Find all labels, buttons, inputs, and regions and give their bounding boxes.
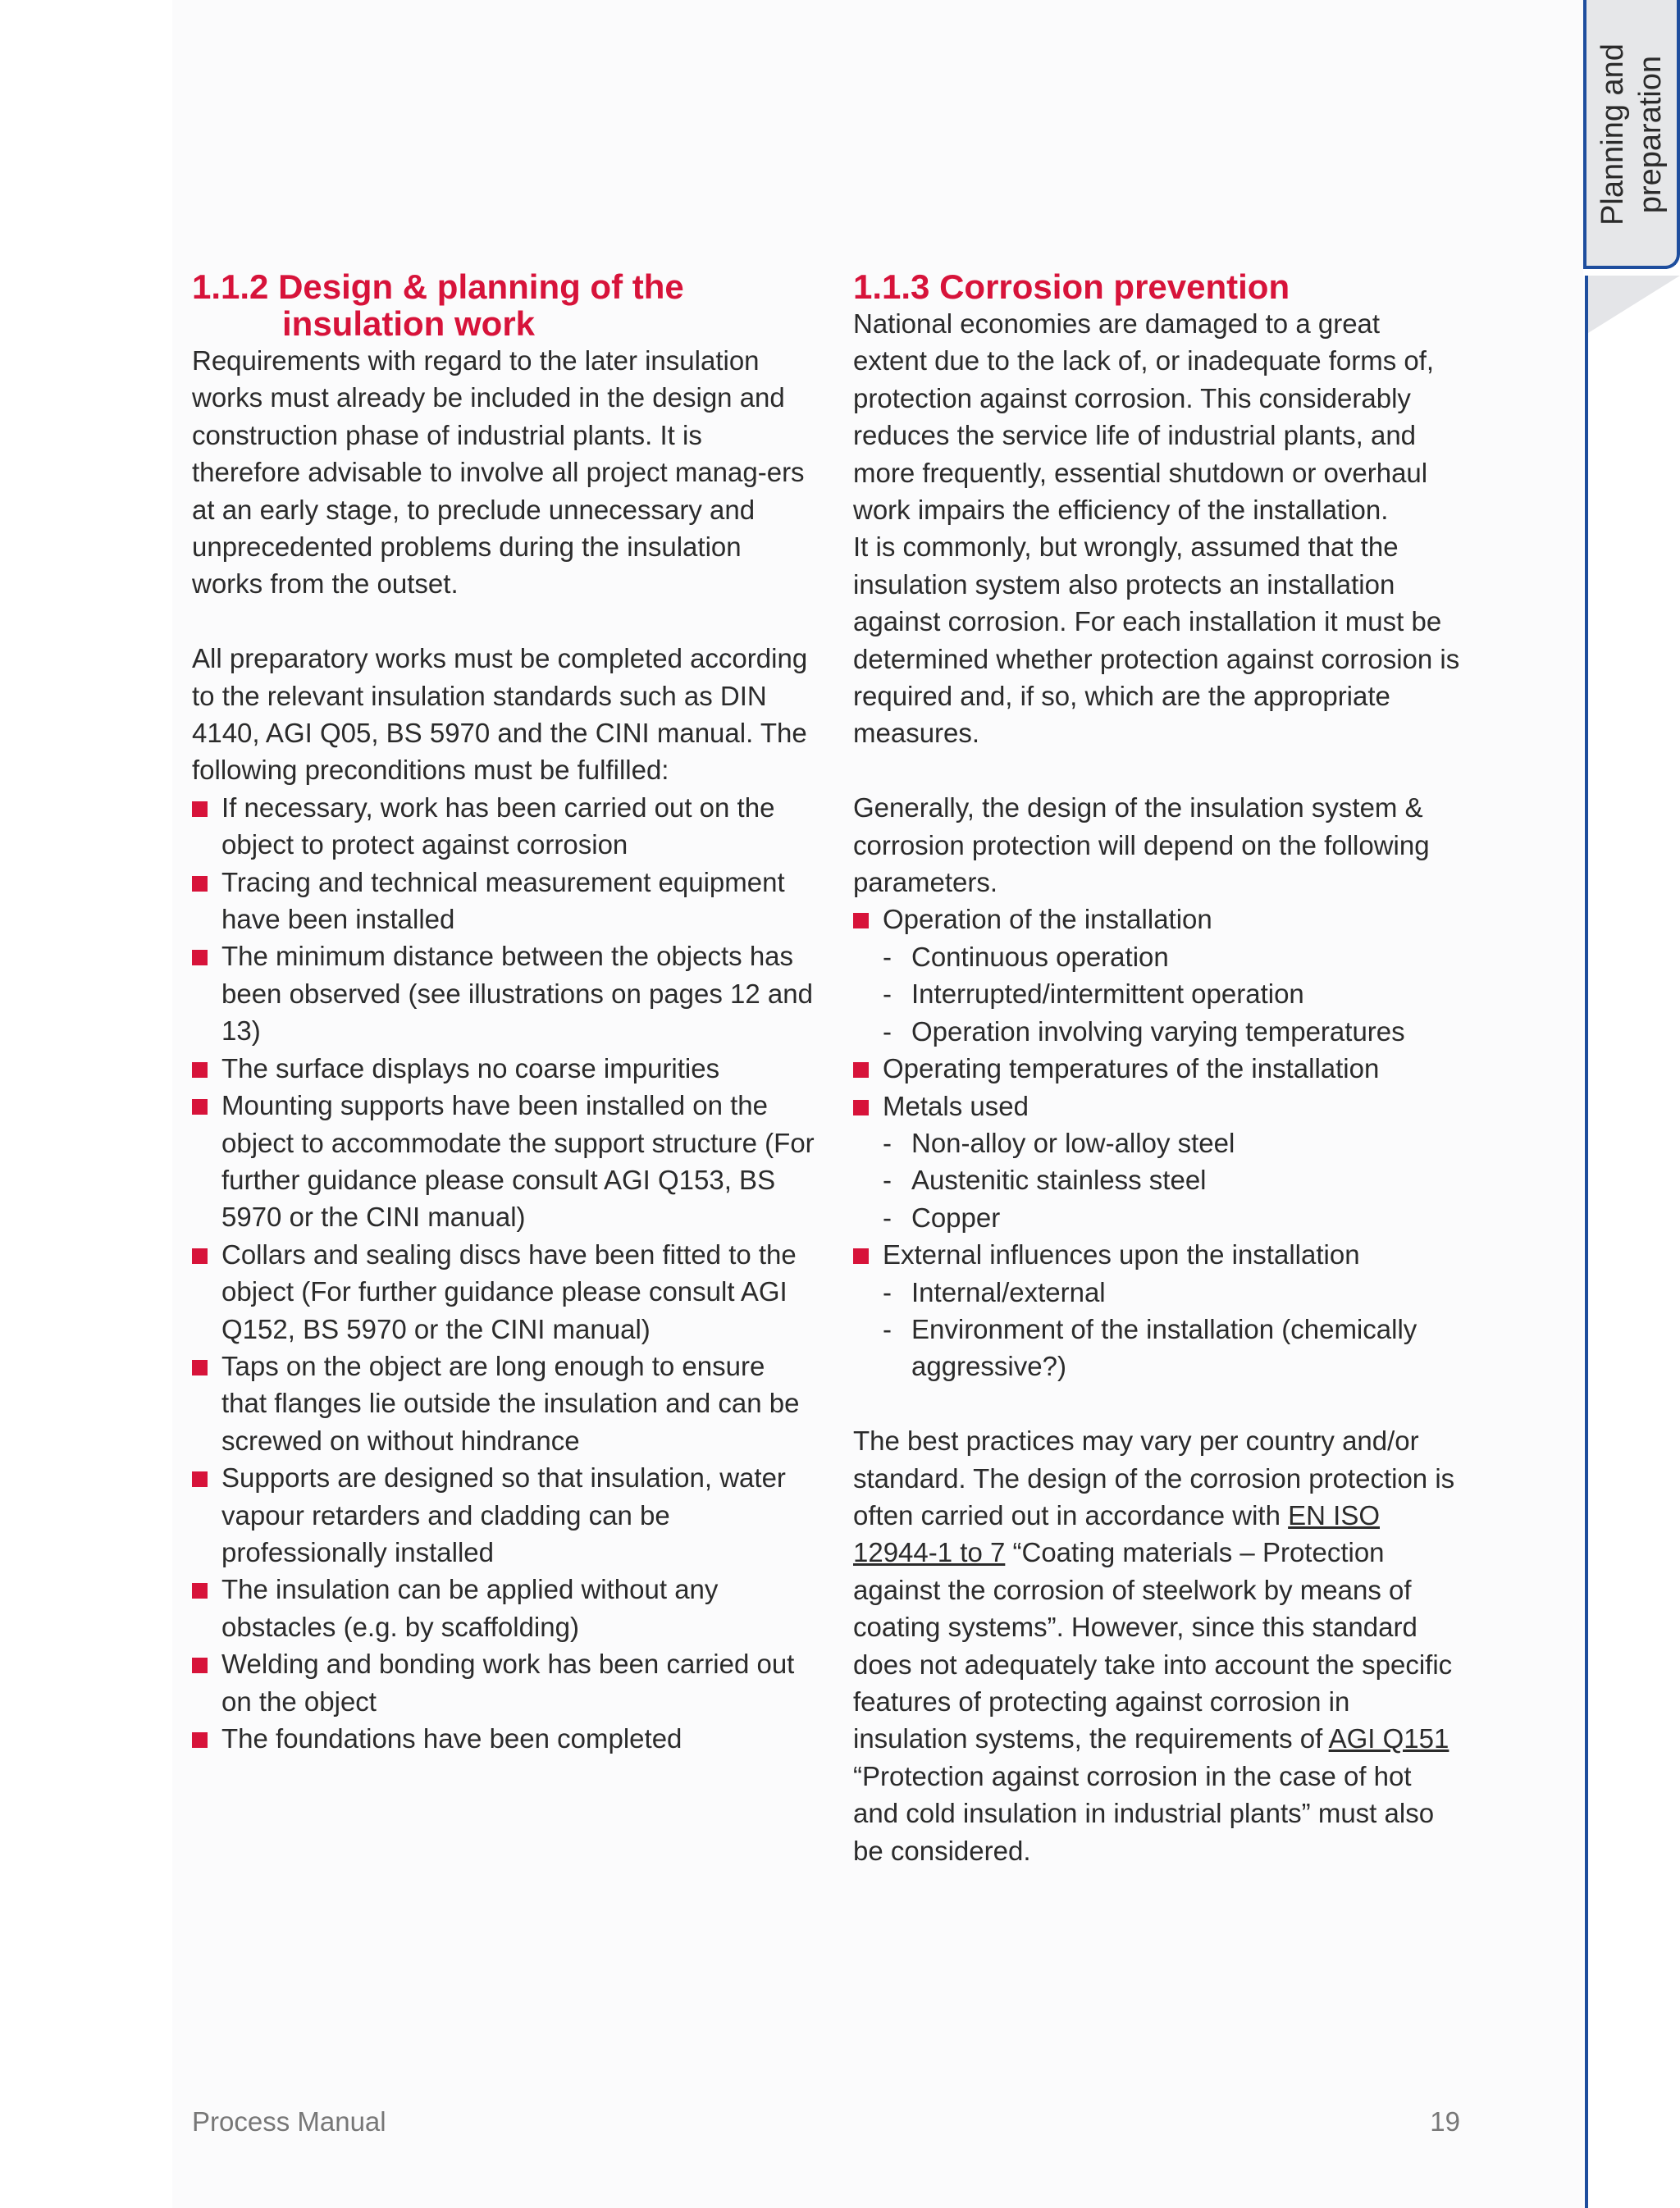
footer-title: Process Manual [192, 2106, 386, 2137]
sub-item: - Internal/external [853, 1274, 1460, 1311]
list-item: Tracing and technical measurement equipment have been installed [192, 864, 815, 938]
paragraph: National economies are damaged to a great extent due to the lack of, or inadequate forms of, protection against corrosion. This considerably reduces the service life of industrial plants, and more frequently, essential shutdown or overhaul work impairs the efficiency of the installation. [853, 308, 1435, 526]
right-column [853, 268, 1460, 1869]
list-item: Metals used [853, 1088, 1460, 1125]
list-item: Operation of the installation [853, 901, 1460, 937]
section-tab-label [1594, 43, 1669, 226]
heading-1-1-2 [192, 268, 815, 342]
page-number: 19 [1430, 2106, 1460, 2137]
list-item: Collars and sealing discs have been fitted to the object (For further guidance please consult AGI Q152, BS 5970 or the CINI manual) [192, 1236, 815, 1348]
list-item: Mounting supports have been installed on the object to accommodate the support structure (For further guidance please consult AGI Q153, BS 5970 or the CINI manual) [192, 1087, 815, 1236]
sub-item: - Non-alloy or low-alloy steel [853, 1125, 1460, 1161]
sub-item: - Interrupted/intermittent operation [853, 975, 1460, 1012]
section-tab[interactable] [1583, 0, 1680, 269]
paragraph-standards [853, 1422, 1460, 1869]
heading-line2: insulation work [282, 304, 536, 343]
heading-1-1-3: 1.1.3 Corrosion prevention [853, 267, 1290, 306]
sub-item: - Operation involving varying temperatures [853, 1013, 1460, 1050]
heading-number: 1.1.2 [192, 267, 269, 306]
precondition-list [192, 789, 815, 1758]
list-item: Supports are designed so that insulation, water vapour retarders and cladding can be professionally installed [192, 1459, 815, 1571]
section-tab-line1: Planning and [1596, 43, 1630, 226]
heading-line1: Design & planning of the [278, 267, 684, 306]
tab-shadow [1588, 276, 1680, 333]
text-span: The best practices may vary per country and/or standard. The design of the corrosion protection is often carried out in accordance with [853, 1426, 1455, 1531]
link-en-iso-12944[interactable]: EN ISO 12944-1 to 7 [853, 1499, 1380, 1568]
paragraph: Generally, the design of the insulation system & corrosion protection will depend on the following parameters. [853, 792, 1430, 898]
section-tab-line2: preparation [1633, 55, 1668, 214]
text-span: “Coating materials – Protection against the corrosion of steelwork by means of coating systems”. However, since this standard does not adequately take into account the specific features of protecting against corrosion in insulation systems, the requirements of [853, 1537, 1453, 1754]
text-span: “Protection against corrosion in the case of hot and cold insulation in industrial plants” must also be considered. [853, 1760, 1435, 1866]
sub-item: - Environment of the installation (chemically aggressive?) [853, 1311, 1460, 1385]
list-item: External influences upon the installation [853, 1236, 1460, 1273]
link-agi-q151[interactable]: AGI Q151 [1328, 1723, 1449, 1754]
sub-item: - Copper [853, 1199, 1460, 1236]
list-item: The surface displays no coarse impurities [192, 1050, 815, 1087]
list-item: The foundations have been completed [192, 1720, 815, 1757]
list-item: If necessary, work has been carried out on the object to protect against corrosion [192, 789, 815, 864]
list-item: Taps on the object are long enough to ensure that flanges lie outside the insulation and can be screwed on without hindrance [192, 1348, 815, 1459]
left-column [192, 268, 815, 1757]
list-item: The minimum distance between the objects has been observed (see illustrations on pages 12 and 13) [192, 937, 815, 1049]
list-item: The insulation can be applied without any obstacles (e.g. by scaffolding) [192, 1571, 815, 1645]
list-item: Welding and bonding work has been carried out on the object [192, 1645, 815, 1720]
paragraph: Requirements with regard to the later insulation works must already be included in the design and construction phase of industrial plants. It is therefore advisable to involve all project manag-ers at an early stage, to preclude unnecessary and unprecedented problems during the insulation works from the outset. [192, 345, 805, 600]
sub-item: - Continuous operation [853, 938, 1460, 975]
paragraph: It is commonly, but wrongly, assumed that the insulation system also protects an installation against corrosion. For each installation it must be determined whether protection against corrosion is required and, if so, which are the appropriate measures. [853, 531, 1460, 749]
sub-item: - Austenitic stainless steel [853, 1161, 1460, 1198]
paragraph: All preparatory works must be completed according to the relevant insulation standards such as DIN 4140, AGI Q05, BS 5970 and the CINI manual. The following preconditions must be fulfilled: [192, 643, 808, 786]
list-item: Operating temperatures of the installation [853, 1050, 1460, 1087]
side-border-line [1585, 276, 1588, 2208]
parameter-list [853, 901, 1460, 1385]
